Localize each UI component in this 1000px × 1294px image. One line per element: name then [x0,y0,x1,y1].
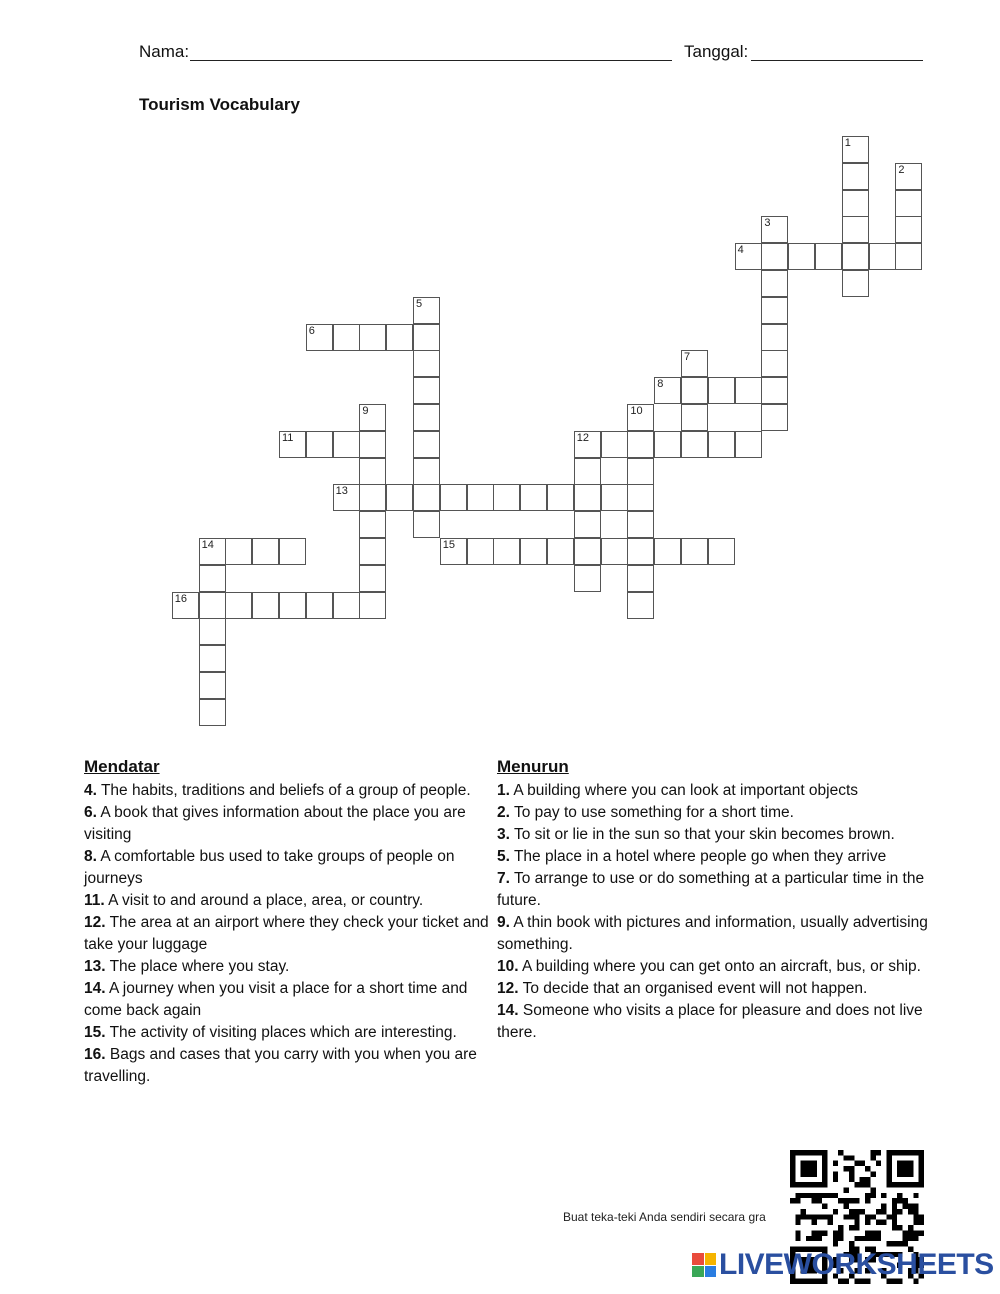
crossword-cell[interactable] [359,324,386,351]
crossword-cell[interactable] [574,431,601,458]
crossword-cell[interactable] [306,431,333,458]
crossword-cell[interactable] [333,431,360,458]
crossword-cell[interactable] [252,592,279,619]
crossword-cell[interactable] [493,484,520,511]
clue-number: 7 [684,351,691,364]
crossword-cell[interactable] [735,243,762,270]
clue-number: 16 [174,592,188,605]
crossword-cell[interactable] [413,324,440,351]
crossword-cell[interactable] [761,377,788,404]
clue-item [497,824,932,846]
clue-number: 9. [497,914,510,931]
clue-number: 3 [764,217,771,230]
crossword-cell[interactable] [359,511,386,538]
clue-text: The habits, traditions and beliefs of a group of people. [96,782,471,799]
crossword-cell[interactable] [225,538,252,565]
crossword-cell[interactable] [520,484,547,511]
clue-item [497,912,932,956]
crossword-cell[interactable] [574,511,601,538]
crossword-cell[interactable] [386,324,413,351]
crossword-cell[interactable] [333,324,360,351]
crossword-cell[interactable] [279,538,306,565]
liveworksheets-logo-text: LIVEWORKSHEETS [719,1248,994,1281]
clue-number: 9 [362,405,369,417]
clue-item [497,956,932,978]
crossword-cell[interactable] [574,458,601,485]
crossword-cell[interactable] [413,484,440,511]
crossword-cell[interactable] [413,377,440,404]
crossword-cell[interactable] [681,377,708,404]
crossword-cell[interactable] [895,163,922,190]
crossword-cell[interactable] [627,404,654,431]
crossword-cell[interactable] [279,592,306,619]
crossword-cell[interactable] [413,297,440,324]
clue-number: 1 [844,137,851,149]
crossword-cell[interactable] [601,431,628,458]
clue-number: 5 [416,297,423,310]
crossword-cell[interactable] [681,538,708,565]
crossword-cell[interactable] [440,538,467,565]
crossword-cell[interactable] [761,270,788,297]
clue-text: The activity of visiting places which are interesting. [105,1024,457,1041]
liveworksheets-logo[interactable] [692,1250,994,1280]
crossword-cell[interactable] [574,538,601,565]
crossword-cell[interactable] [199,699,226,726]
crossword-cell[interactable] [627,431,654,458]
crossword-cell[interactable] [761,243,788,270]
crossword-cell[interactable] [895,216,922,243]
across-clue-list [84,780,489,1088]
date-label: Tanggal: [684,42,749,61]
crossword-cell[interactable] [681,431,708,458]
clue-item [497,846,932,868]
crossword-cell[interactable] [627,511,654,538]
clue-item [84,780,489,802]
crossword-cell[interactable] [467,484,494,511]
clue-number: 14 [201,539,214,551]
clue-text: To decide that an organised event will not happen. [518,980,868,997]
crossword-cell[interactable] [627,538,654,565]
clue-number: 3. [497,826,510,843]
crossword-cell[interactable] [708,377,735,404]
crossword-cell[interactable] [467,538,494,565]
clue-number: 11. [84,892,105,909]
crossword-cell[interactable] [869,243,896,270]
crossword-cell[interactable] [306,324,333,351]
clue-text: A building where you can look at important objects [509,782,859,799]
crossword-cell[interactable] [306,592,333,619]
crossword-cell[interactable] [252,538,279,565]
crossword-cell[interactable] [359,565,386,592]
clue-text: A visit to and around a place, area, or country. [104,892,424,909]
clue-number: 4. [84,782,97,799]
crossword-cell[interactable] [735,431,762,458]
clue-text: Bags and cases that you carry with you when you are travelling. [84,1046,477,1085]
crossword-cell[interactable] [199,672,226,699]
clue-text: To sit or lie in the sun so that your skin becomes brown. [509,826,895,843]
crossword-cell[interactable] [333,592,360,619]
crossword-cell[interactable] [386,484,413,511]
clue-number: 14. [84,980,106,997]
clue-number: 14. [497,1002,519,1019]
clue-number: 12. [84,914,106,931]
crossword-cell[interactable] [627,458,654,485]
crossword-cell[interactable] [172,592,199,619]
crossword-cell[interactable] [493,538,520,565]
clue-number: 4 [737,244,744,257]
clue-item [84,956,489,978]
crossword-cell[interactable] [788,243,815,270]
crossword-cell[interactable] [601,538,628,565]
crossword-cell[interactable] [359,404,386,431]
crossword-cell[interactable] [359,538,386,565]
name-label: Nama: [139,42,190,61]
down-heading: Menurun [497,757,569,776]
clue-item [84,1022,489,1044]
crossword-cell[interactable] [842,136,869,163]
clue-item [84,912,489,956]
clue-number: 2. [497,804,510,821]
clue-number: 8. [84,848,97,865]
crossword-cell[interactable] [681,404,708,431]
crossword-cell[interactable] [359,484,386,511]
clue-item [84,1044,489,1088]
crossword-cell[interactable] [654,538,681,565]
liveworksheets-badge-icon [692,1253,716,1277]
crossword-cell[interactable] [895,190,922,217]
crossword-cell[interactable] [627,484,654,511]
clue-number: 13 [335,485,348,498]
crossword-cell[interactable] [574,565,601,592]
crossword-cell[interactable] [761,324,788,351]
clue-number: 1. [497,782,510,799]
clue-item [497,978,932,1000]
crossword-cell[interactable] [225,592,252,619]
crossword-cell[interactable] [627,565,654,592]
across-clues [84,756,489,1088]
crossword-cell[interactable] [199,618,226,645]
crossword-cell[interactable] [413,511,440,538]
crossword-cell[interactable] [842,163,869,190]
clue-text: The place where you stay. [105,958,290,975]
clue-text: To arrange to use or do something at a particular time in the future. [497,870,925,909]
clue-text: A comfortable bus used to take groups of people on journeys [84,848,455,887]
crossword-cell[interactable] [761,216,788,243]
crossword-cell[interactable] [708,538,735,565]
crossword-cell[interactable] [842,243,869,270]
crossword-cell[interactable] [547,538,574,565]
crossword-cell[interactable] [654,431,681,458]
crossword-cell[interactable] [413,458,440,485]
crossword-cell[interactable] [359,458,386,485]
clue-text: A building where you can get onto an aircraft, bus, or ship. [518,958,921,975]
crossword-cell[interactable] [413,431,440,458]
crossword-cell[interactable] [708,431,735,458]
crossword-cell[interactable] [627,592,654,619]
clue-item [84,846,489,890]
clue-number: 7. [497,870,510,887]
crossword-cell[interactable] [199,565,226,592]
crossword-cell[interactable] [520,538,547,565]
clue-number: 6. [84,804,97,821]
crossword-cell[interactable] [413,404,440,431]
crossword-cell[interactable] [842,270,869,297]
crossword-cell[interactable] [761,297,788,324]
clue-text: The area at an airport where they check your ticket and take your luggage [84,914,489,953]
clue-item [84,802,489,846]
clue-number: 8 [657,378,664,391]
clue-item [497,802,932,824]
clue-number: 16. [84,1046,106,1063]
clue-number: 10 [630,405,643,417]
crossword-cell[interactable] [574,484,601,511]
clue-text: A book that gives information about the place you are visiting [84,804,466,843]
crossword-cell[interactable] [842,190,869,217]
crossword-cell[interactable] [601,484,628,511]
clue-text: Someone who visits a place for pleasure and does not live there. [497,1002,923,1041]
crossword-cell[interactable] [359,592,386,619]
clue-text: The place in a hotel where people go when they arrive [509,848,887,865]
crossword-cell[interactable] [654,377,681,404]
clue-number: 10. [497,958,519,975]
clue-item [84,890,489,912]
crossword-cell[interactable] [842,216,869,243]
across-heading: Mendatar [84,757,160,776]
crossword-cell[interactable] [359,431,386,458]
crossword-cell[interactable] [199,645,226,672]
page-title: Tourism Vocabulary [139,95,300,114]
clue-item [497,868,932,912]
clue-item [497,1000,932,1044]
crossword-cell[interactable] [681,350,708,377]
crossword-cell[interactable] [413,350,440,377]
clue-text: A thin book with pictures and information, usually advertising something. [497,914,928,953]
crossword-cell[interactable] [547,484,574,511]
clue-text: To pay to use something for a short time. [509,804,794,821]
crossword-cell[interactable] [333,484,360,511]
clue-text: A journey when you visit a place for a short time and come back again [84,980,468,1019]
down-clues [497,756,932,1044]
clue-item [84,978,489,1022]
clue-number: 5. [497,848,510,865]
crossword-cell[interactable] [199,538,226,565]
crossword-cell[interactable] [735,377,762,404]
clue-number: 15 [442,539,456,551]
crossword-cell[interactable] [440,484,467,511]
clue-number: 6 [308,324,315,337]
down-clue-list [497,780,932,1044]
clue-number: 12. [497,980,519,997]
crossword-cell[interactable] [761,404,788,431]
clue-number: 11 [282,431,294,444]
crossword-cell[interactable] [895,243,922,270]
clue-number: 15. [84,1024,106,1041]
clue-number: 13. [84,958,106,975]
crossword-cell[interactable] [761,350,788,377]
clue-item [497,780,932,802]
clue-number: 12 [576,431,590,444]
crossword-cell[interactable] [815,243,842,270]
footer-text: Buat teka-teki Anda sendiri secara gra [563,1210,766,1224]
clue-number: 2 [898,163,905,176]
crossword-cell[interactable] [199,592,226,619]
crossword-cell[interactable] [279,431,306,458]
